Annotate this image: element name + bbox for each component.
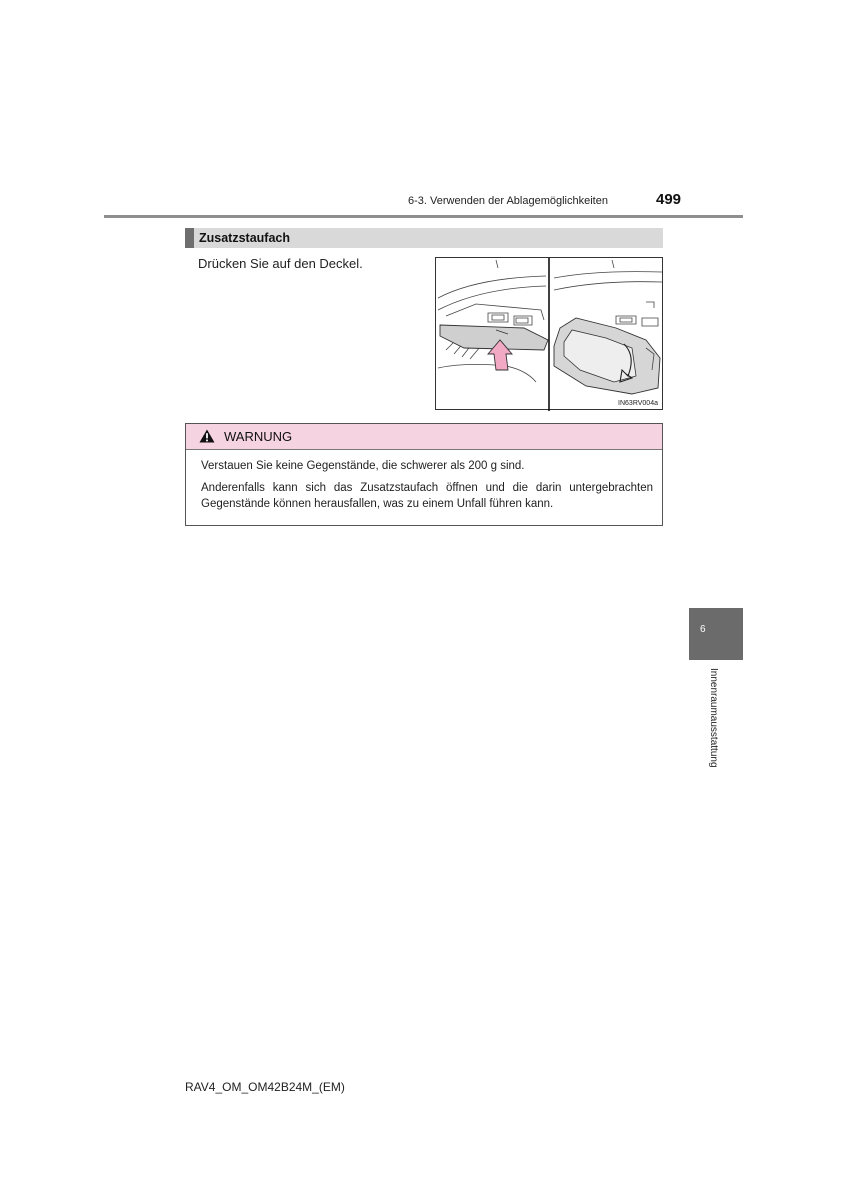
chapter-label: Innenraumausstattung [708, 668, 719, 768]
chapter-tab [689, 608, 743, 660]
page-number: 499 [656, 191, 682, 208]
warning-text-1: Verstauen Sie keine Gegenstände, die schwerer als 200 g sind. [201, 460, 525, 472]
figure-code: IN63RV004a [618, 400, 658, 407]
illustration-figure [435, 257, 663, 410]
instruction-text: Drücken Sie auf den Deckel. [198, 256, 363, 271]
header-divider [104, 215, 743, 218]
warning-triangle-icon [199, 429, 215, 443]
section-heading-bar [185, 228, 663, 248]
footer-document-code: RAV4_OM_OM42B24M_(EM) [185, 1080, 345, 1094]
warning-box [185, 423, 663, 526]
overhead-console-illustration [436, 258, 664, 411]
section-title: Zusatzstaufach [199, 231, 290, 245]
header-section-title: 6-3. Verwenden der Ablagemöglichkeiten [408, 195, 608, 207]
chapter-number: 6 [700, 624, 706, 635]
warning-text-2: Anderenfalls kann sich das Zusatzstaufach öffnen und die darin untergebrachten Gegenstände können herausfallen, was zu einem Unfall führen kann. [201, 482, 653, 510]
warning-title: WARNUNG [224, 429, 293, 444]
warning-header [186, 424, 662, 450]
